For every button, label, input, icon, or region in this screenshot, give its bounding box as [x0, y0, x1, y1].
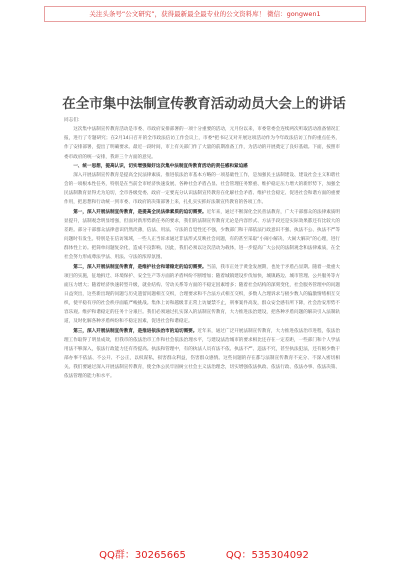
paragraph-text: 近年来，通过广泛开展法制宣传教育，大力推进依法治市进程，依法治理工作取得了明显成效，但我市的依法治市工作和社会依法治理水平，与建设法治城市的要求相比还存在一定差距，一些部门和个人学法用法不够深入，依法行政能力还有待提高。执法和管理中，有的执法人员有法不依、执法不严、违法不究，甚至执法犯法，还有极少数干部办事不依法、不公开、不公正，以权谋私，损害群众利益，伤害群众感情。这些问题的存在都与法制宣传教育不充分、不深入密切相关。我们要通过深入开展法制宣传教育，使全体公民牢固树立社会主义法治理念，切实增强依法执政、依法行政、依法办事、依法决策、依法管理的能力和水平。	[64, 328, 340, 380]
paragraph-text: 当前，我市正处于黄金发展期，也处于矛盾凸显期。随着一批重大项目的实施，征地拆迁、环境保护、安全生产等方面的矛盾纠纷不断增加；随着城镇建设步伐加快，城镇路边、城市管理、公共服务等方面压力增大；随着经济快速转型升级，就业结构、劳动关系等方面的不稳定因素增多；随着社会结构的深刻变化，社会服务管理中的问题日益突出，这些新出现的问题与历史遗留问题相互交织，合理要求和不合法方式相互交织，多数人合理诉求与极少数人的偏激情绪相互交织，使平稳有序的社会秩序面临严峻挑战。集体上访和越级非正常上访屡禁不止，刑事案件高发，群众安全感有所下降，社会治安形势不容乐观。维护和谐稳定的任务十分艰巨。我们必须通过扎实深入的法制宣传教育，大力推进法治建设，把各种矛盾问题的解决引入法制轨道，及时化解各种矛盾纠纷和不稳定因素，促进社会和谐稳定。	[64, 264, 340, 325]
footer-qq-group: QQ群：30265665	[99, 550, 186, 561]
paragraph-lead: 第三，深入开展法制宣传教育，是推进依法治市的迫切需要。	[73, 328, 198, 334]
paragraph-item	[64, 263, 340, 327]
paragraph-intro: 这次集中法制宣传教育活动是市委、市政府安排部署的一项十分重要的活动，元月份以来，市委常委会连续两次听取活动准备情况汇报，进行了专题研究；在2月14日召开的全市政法信访工作会议上，市委*把书记又对开展这项活动作为今年政法信访工作的重点任务，作了安排部署，提出了明确要求。最近一段时间，市上有关部门作了大量的前期准备工作，为活动的开展奠定了良好基础。下面，按照市委市政府的统一安排，我讲三个方面的意见。	[64, 127, 340, 160]
paragraph-item	[64, 327, 340, 382]
footer-qq: QQ：535304092	[225, 550, 309, 561]
section-heading: 一、统一思想，提高认识，切实增强做好这次集中法制宣传教育活动的责任感和紧迫感	[73, 163, 248, 169]
paragraph-lead: 第二，深入开展法制宣传教育，是维护社会和谐稳定的迫切需要。	[73, 264, 207, 270]
paragraph-lead: 第一，深入开展法制宣传教育，是提高全民法律素质的迫切需要。	[73, 209, 207, 215]
paragraph-text: 近年来，通过不断深化全民普法教育，广大干部群众的法律素质明显提升，法制观念明显增强，但面对新形势新任务的要求，我们的法制宣传教育无论是内容形式、方法手段还是实际效果都还有比较大的差距。部分干部群众法律意识仍然淡薄，信法、用法、守法的自觉性还不强，少数部门和干部依法行政意识不强、执法不公、执法不严等问题时有发生。特别是在信访领域，一些人正当诉求通过非法形式反映社会问题，有的甚至采取“小闹小解决、大闹大解决”的心理，进行群体性上访。把简单问题复杂化，造成不良影响。因此，我们必须以这次活动为载体，进一步提高广大公民的法制观念和法律素质，在全社会努力形成尊法学法、用法、守法的浓厚氛围。	[64, 209, 340, 261]
paragraph-text: 深入开展法制宣传教育是提高全民法律素质、推进依法治市基本方略的一项基础性工作，是加强民主法制建设、建设社会主义和谐社会的一项根本性任务，特别是在当前全市经济快速发展、各种社会矛盾凸显、社会管理任务繁重、维护稳定压力增大的新形势下，加强全民法制教育显得尤为迫切，全市各级党委、政府一定要充分认识法制宣传教育在化解社会矛盾、维护社会稳定、促进社会和谐方面的重要作用，把思想和行动统一到市委、市政府的决策部署上来，扎扎实实抓好法制宣传教育的各项工作。	[64, 172, 340, 206]
document-body	[64, 116, 340, 534]
footer-contact	[0, 546, 408, 561]
salutation: 同志们：	[64, 118, 83, 123]
promo-banner: 关注头条号“公文研究”，获得最新最全最专业的公文资料库！ 微信：gongwen1	[44, 6, 366, 22]
paragraph-item	[64, 208, 340, 263]
page-title: 在全市集中法制宣传教育活动动员大会上的讲话	[62, 96, 346, 112]
paragraph-item	[64, 171, 340, 208]
